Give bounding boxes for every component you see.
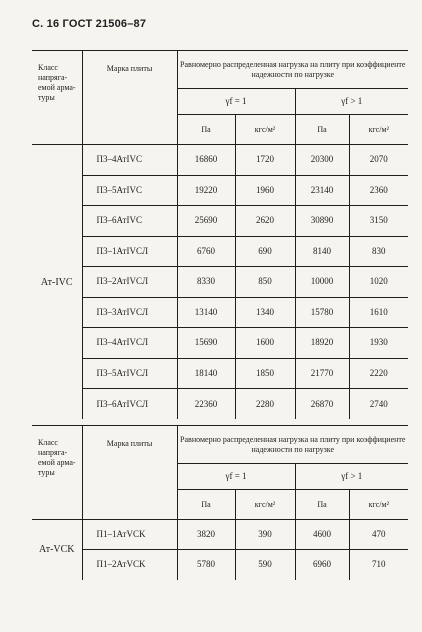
header-gamma-gt1: γf > 1 bbox=[295, 464, 408, 490]
reinforcement-class: Ат-IVC bbox=[32, 145, 82, 420]
load-kgs-gamma2: 830 bbox=[349, 236, 408, 267]
slab-mark: П3–4АтIVCЛ bbox=[82, 328, 177, 359]
load-kgs-gamma1: 590 bbox=[235, 550, 295, 580]
load-pa-gamma1: 13140 bbox=[177, 297, 235, 328]
load-pa-gamma1: 3820 bbox=[177, 520, 235, 550]
load-kgs-gamma2: 710 bbox=[372, 559, 386, 570]
table-row bbox=[32, 520, 408, 550]
load-kgs-gamma1: 850 bbox=[235, 267, 295, 298]
header-class: Класс напряга-емой арма-туры bbox=[32, 426, 82, 520]
load-kgs-gamma2: 1020 bbox=[349, 267, 408, 298]
table-row bbox=[32, 145, 408, 176]
load-pa-gamma2: 21770 bbox=[295, 358, 349, 389]
header-unit-kgs-2: кгс/м² bbox=[349, 490, 408, 520]
slab-mark: П3–2АтIVCЛ bbox=[82, 267, 177, 298]
load-pa-gamma1: 16860 bbox=[177, 145, 235, 176]
table-row bbox=[32, 389, 408, 420]
table-row bbox=[32, 297, 408, 328]
header-unit-kgs-2: кгс/м² bbox=[349, 115, 408, 145]
header-unit-pa-1: Па bbox=[177, 490, 235, 520]
header-gamma-gt1: γf > 1 bbox=[295, 89, 408, 115]
header-load-desc: Равномерно распределенная нагрузка на плиту при коэффициенте надежности по нагрузке bbox=[177, 51, 408, 89]
load-pa-gamma2: 8140 bbox=[295, 236, 349, 267]
header-unit-pa-1: Па bbox=[177, 115, 235, 145]
table-row bbox=[32, 206, 408, 237]
load-kgs-gamma1: 1960 bbox=[235, 175, 295, 206]
load-kgs-gamma2: 2070 bbox=[349, 145, 408, 176]
load-kgs-gamma2: 1930 bbox=[349, 328, 408, 359]
load-pa-gamma2: 4600 bbox=[295, 520, 349, 550]
slab-mark: П3–3АтIVCЛ bbox=[82, 297, 177, 328]
load-kgs-gamma2: 1610 bbox=[349, 297, 408, 328]
header-gamma-1: γf = 1 bbox=[177, 464, 295, 490]
load-kgs-gamma2: 2740 bbox=[369, 398, 388, 409]
header-unit-kgs-1: кгс/м² bbox=[235, 490, 295, 520]
load-pa-gamma2: 6960 bbox=[295, 550, 349, 580]
load-kgs-gamma1: 2280 bbox=[235, 389, 295, 420]
slab-mark: П3–5АтIVC bbox=[82, 175, 177, 206]
load-kgs-gamma1: 1340 bbox=[235, 297, 295, 328]
page-header: С. 16 ГОСТ 21506–87 bbox=[32, 18, 147, 30]
load-kgs-gamma2: 2360 bbox=[349, 175, 408, 206]
load-kgs-gamma2: 3150 bbox=[349, 206, 408, 237]
header-load-desc: Равномерно распределенная нагрузка на плиту при коэффициенте надежности по нагрузке bbox=[177, 426, 408, 464]
load-kgs-gamma1: 1600 bbox=[235, 328, 295, 359]
load-pa-gamma1: 19220 bbox=[177, 175, 235, 206]
load-pa-gamma2: 15780 bbox=[295, 297, 349, 328]
slab-mark: П3–5АтIVCЛ bbox=[82, 358, 177, 389]
load-pa-gamma2: 23140 bbox=[295, 175, 349, 206]
load-pa-gamma1: 25690 bbox=[177, 206, 235, 237]
load-pa-gamma2: 10000 bbox=[295, 267, 349, 298]
slab-mark: П1–2АтVCK bbox=[82, 550, 177, 580]
load-pa-gamma1: 18140 bbox=[177, 358, 235, 389]
load-pa-gamma1: 22360 bbox=[177, 389, 235, 420]
table-row bbox=[32, 175, 408, 206]
load-kgs-gamma1: 690 bbox=[235, 236, 295, 267]
load-kgs-gamma2: 470 bbox=[349, 520, 408, 550]
slab-mark: П3–1АтIVCЛ bbox=[82, 236, 177, 267]
reinforcement-class: Ат-VCK bbox=[32, 520, 82, 580]
load-pa-gamma1: 5780 bbox=[177, 550, 235, 580]
header-gamma-1: γf = 1 bbox=[177, 89, 295, 115]
load-kgs-gamma2: 2220 bbox=[349, 358, 408, 389]
table-row bbox=[32, 267, 408, 298]
header-class: Класс напряга-емой арма-туры bbox=[32, 51, 82, 145]
load-kgs-gamma1: 2620 bbox=[235, 206, 295, 237]
load-pa-gamma1: 6760 bbox=[177, 236, 235, 267]
load-table-2 bbox=[32, 425, 408, 580]
slab-mark: П3–6АтIVCЛ bbox=[82, 389, 177, 420]
header-unit-pa-2: Па bbox=[295, 490, 349, 520]
table-row bbox=[32, 358, 408, 389]
load-kgs-gamma1: 1720 bbox=[235, 145, 295, 176]
load-table-1 bbox=[32, 50, 408, 419]
table-row bbox=[32, 550, 408, 580]
load-pa-gamma2: 18920 bbox=[295, 328, 349, 359]
table-row bbox=[32, 236, 408, 267]
load-pa-gamma2: 20300 bbox=[295, 145, 349, 176]
load-pa-gamma2: 30890 bbox=[295, 206, 349, 237]
header-mark: Марка плиты bbox=[82, 426, 177, 520]
load-pa-gamma2: 26870 bbox=[295, 389, 349, 420]
slab-mark: П1–1АтVCK bbox=[82, 520, 177, 550]
load-kgs-gamma1: 390 bbox=[235, 520, 295, 550]
slab-mark: П3–6АтIVC bbox=[82, 206, 177, 237]
load-pa-gamma1: 15690 bbox=[177, 328, 235, 359]
header-unit-kgs-1: кгс/м² bbox=[235, 115, 295, 145]
header-unit-pa-2: Па bbox=[295, 115, 349, 145]
load-pa-gamma1: 8330 bbox=[177, 267, 235, 298]
table-row bbox=[32, 328, 408, 359]
load-kgs-gamma1: 1850 bbox=[235, 358, 295, 389]
header-mark: Марка плиты bbox=[82, 51, 177, 145]
slab-mark: П3–4АтIVC bbox=[82, 145, 177, 176]
